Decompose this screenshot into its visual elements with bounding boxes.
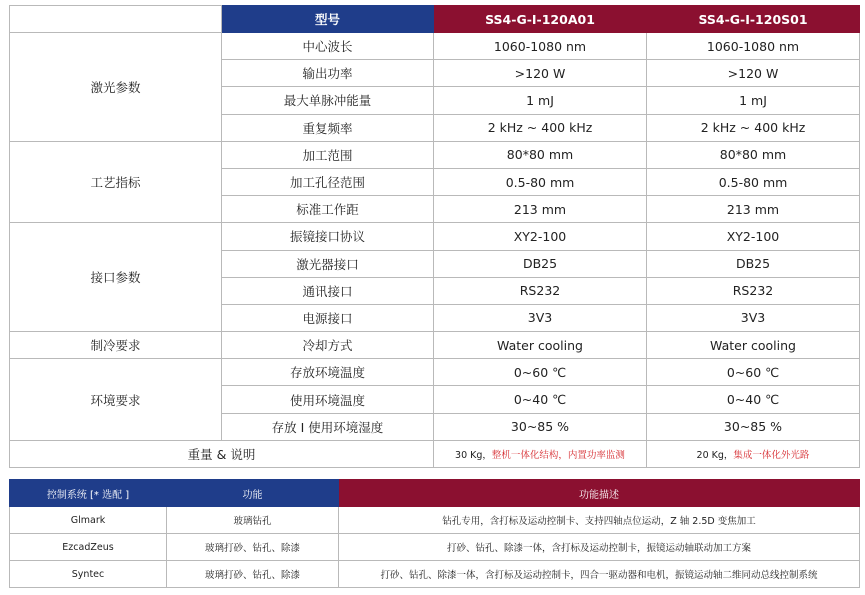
spec-body [10, 33, 860, 441]
spec-footer-row [10, 440, 860, 467]
note-b: 集成一体化外光路 [733, 449, 810, 461]
spec-param-name: 通讯接口 [222, 277, 434, 304]
spec-value-model-b: XY2-100 [647, 223, 860, 250]
spec-param-name: 最大单脉冲能量 [222, 87, 434, 114]
spec-value-model-b: 0.5-80 mm [647, 168, 860, 195]
spec-param-name: 存放 I 使用环境湿度 [222, 413, 434, 440]
spec-value-model-a: 3V3 [434, 304, 647, 331]
spec-value-model-a: 0.5-80 mm [434, 168, 647, 195]
spec-value-model-a: 30~85 % [434, 413, 647, 440]
spec-value-model-a: 2 kHz ~ 400 kHz [434, 114, 647, 141]
spec-row [10, 332, 860, 359]
spec-value-model-b: 2 kHz ~ 400 kHz [647, 114, 860, 141]
spec-value-model-a: Water cooling [434, 332, 647, 359]
spec-header-param: 型号 [222, 6, 434, 33]
spec-value-model-b: RS232 [647, 277, 860, 304]
spec-group-label: 制冷要求 [10, 332, 222, 359]
spec-param-name: 电源接口 [222, 304, 434, 331]
note-a: 整机一体化结构，内置功率监测 [491, 449, 625, 461]
spec-value-model-a: 213 mm [434, 196, 647, 223]
ctrl-function: 玻璃钻孔 [167, 507, 339, 534]
spec-value-model-b: 0~40 ℃ [647, 386, 860, 413]
spec-header-model-b: SS4-G-I-120S01 [647, 6, 860, 33]
spec-value-model-a: XY2-100 [434, 223, 647, 250]
spec-value-model-a: RS232 [434, 277, 647, 304]
ctrl-function: 玻璃打砂、钻孔、除漆 [167, 534, 339, 561]
ctrl-body [10, 507, 860, 588]
spec-param-name: 振镜接口协议 [222, 223, 434, 250]
spec-value-model-b: 1 mJ [647, 87, 860, 114]
ctrl-header-description: 功能描述 [339, 480, 860, 507]
spec-header-model-a: SS4-G-I-120A01 [434, 6, 647, 33]
ctrl-row [10, 534, 860, 561]
ctrl-row [10, 561, 860, 588]
spec-value-model-b: 3V3 [647, 304, 860, 331]
spec-row [10, 33, 860, 60]
spec-group-label: 接口参数 [10, 223, 222, 332]
ctrl-description: 钻孔专用，含打标及运动控制卡、支持四轴点位运动，Z 轴 2.5D 变焦加工 [339, 507, 860, 534]
spec-footer-note-a [434, 440, 647, 467]
spec-value-model-a: >120 W [434, 60, 647, 87]
ctrl-system-name: EzcadZeus [10, 534, 167, 561]
ctrl-system-name: Glmark [10, 507, 167, 534]
spec-param-name: 存放环境温度 [222, 359, 434, 386]
spec-footer-label: 重量 & 说明 [10, 440, 434, 467]
spec-param-name: 加工孔径范围 [222, 168, 434, 195]
ctrl-header-row [10, 480, 860, 507]
spec-param-name: 中心波长 [222, 33, 434, 60]
spec-row [10, 141, 860, 168]
spec-param-name: 输出功率 [222, 60, 434, 87]
ctrl-header-function: 功能 [167, 480, 339, 507]
spec-param-name: 加工范围 [222, 141, 434, 168]
spec-row [10, 359, 860, 386]
spec-value-model-b: 80*80 mm [647, 141, 860, 168]
ctrl-description: 打砂、钻孔、除漆一体，含打标及运动控制卡，四合一驱动器和电机，振镜运动轴二维同动总线控制系统 [339, 561, 860, 588]
spec-param-name: 重复频率 [222, 114, 434, 141]
control-system-table [9, 479, 860, 588]
ctrl-system-name: Syntec [10, 561, 167, 588]
spec-value-model-b: 213 mm [647, 196, 860, 223]
spec-group-label: 环境要求 [10, 359, 222, 441]
spec-footer-note-b [647, 440, 860, 467]
spec-value-model-a: 0~60 ℃ [434, 359, 647, 386]
spec-value-model-b: 30~85 % [647, 413, 860, 440]
ctrl-function: 玻璃打砂、钻孔、除漆 [167, 561, 339, 588]
spec-param-name: 标准工作距 [222, 196, 434, 223]
spec-param-name: 使用环境温度 [222, 386, 434, 413]
spec-param-name: 冷却方式 [222, 332, 434, 359]
spec-row [10, 223, 860, 250]
spec-value-model-a: 0~40 ℃ [434, 386, 647, 413]
spec-value-model-b: DB25 [647, 250, 860, 277]
spec-value-model-b: 1060-1080 nm [647, 33, 860, 60]
spec-group-label: 工艺指标 [10, 141, 222, 223]
ctrl-row [10, 507, 860, 534]
ctrl-description: 打砂、钻孔、除漆一体，含打标及运动控制卡，振镜运动轴联动加工方案 [339, 534, 860, 561]
spec-value-model-b: 0~60 ℃ [647, 359, 860, 386]
spec-group-label: 激光参数 [10, 33, 222, 142]
spec-header-row [10, 6, 860, 33]
weight-b: 20 Kg， [696, 449, 734, 461]
spec-value-model-b: Water cooling [647, 332, 860, 359]
spec-header-blank [10, 6, 222, 33]
spec-value-model-a: DB25 [434, 250, 647, 277]
spec-param-name: 激光器接口 [222, 250, 434, 277]
spec-value-model-a: 80*80 mm [434, 141, 647, 168]
spec-value-model-b: >120 W [647, 60, 860, 87]
weight-a: 30 Kg， [455, 449, 492, 461]
spec-value-model-a: 1060-1080 nm [434, 33, 647, 60]
spec-table [9, 5, 860, 468]
ctrl-header-system: 控制系统 [* 选配 ] [10, 480, 167, 507]
spec-value-model-a: 1 mJ [434, 87, 647, 114]
